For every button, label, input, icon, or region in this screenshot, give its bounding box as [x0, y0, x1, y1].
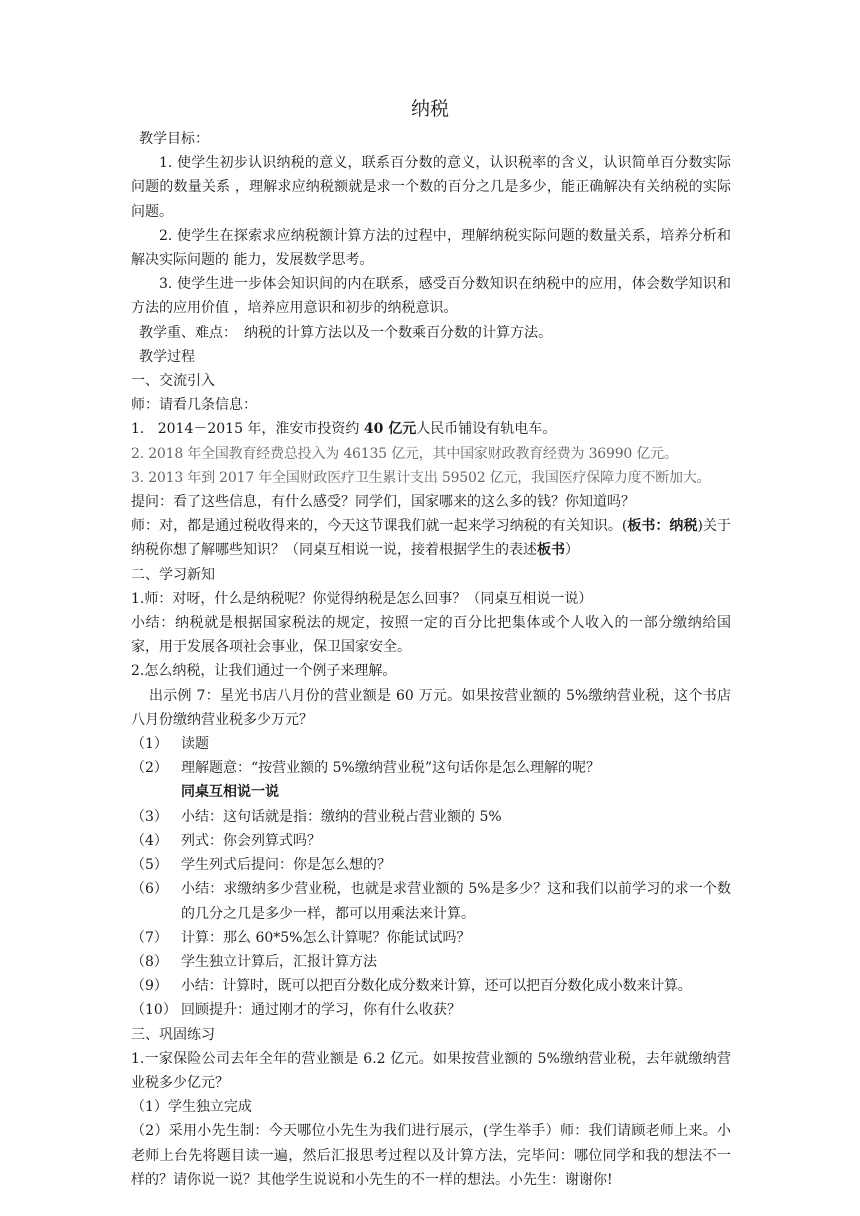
key-points: 教学重、难点： 纳税的计算方法以及一个数乘百分数的计算方法。	[139, 324, 552, 341]
objective-3: 3. 使学生进一步体会知识间的内在联系，感受百分数知识在纳税中的应用，体会数学知识和方法的应用价值 ，培养应用意识和初步的纳税意识。	[131, 276, 731, 317]
practice-1-a: （1）学生独立完成	[131, 1099, 252, 1116]
practice-1-b: （2）采用小先生制：今天哪位小先生为我们进行展示，(学生举手）师：我们请顾老师上来。小老师上台先将题目读一遍，然后汇报思考过程以及计算方法，完毕问：哪位同学和我的想法不一样的？请你说一说？其他学生说说和小先生的不一样的想法。小先生：谢谢你!	[131, 1123, 731, 1188]
objective-2: 2. 使学生在探索求应纳税额计算方法的过程中，理解纳税实际问题的数量关系，培养分析和解决实际问题的 能力，发展数学思考。	[131, 227, 731, 269]
question-line: 提问：看了这些信息，有什么感受？同学们，国家哪来的这么多的钱？你知道吗？	[131, 494, 635, 511]
document-title: 纳税	[410, 98, 449, 120]
teacher-tax-intro-pre: 师：对，都是通过税收得来的，今天这节课我们就一起来学习纳税的有关知识。(	[131, 518, 628, 535]
step-number: （2）	[131, 760, 168, 777]
step-item	[131, 829, 731, 853]
info-item-1-bold: 40 亿元	[363, 421, 417, 438]
step-number: （5）	[131, 857, 168, 874]
step-text: 小结：求缴纳多少营业税，也就是求营业额的 5%是多少？这和我们以前学习的求一个数的几分之几是多少一样，都可以用乘法来计算。	[181, 881, 731, 922]
blackboard-note-1: 板书：纳税	[627, 518, 698, 535]
objective-1: 1. 使学生初步认识纳税的意义，联系百分数的意义，认识税率的含义，认识简单百分数实际问题的数量关系 ，理解求应纳税额就是求一个数的百分之几是多少，能正确解决有关纳税的实际问题。	[131, 155, 731, 220]
step-text: 读题	[181, 736, 209, 753]
summary-1: 小结：纳税就是根据国家税法的规定，按照一定的百分比把集体或个人收入的一部分缴纳给国家，用于发展各项社会事业，保卫国家安全。	[131, 615, 731, 656]
teacher-info-line: 师：请看几条信息：	[131, 397, 257, 414]
step-item	[131, 853, 731, 877]
step-number: （8）	[131, 953, 168, 970]
step-2-subnote: 同桌互相说一说	[181, 784, 279, 801]
step-number: （9）	[131, 978, 168, 995]
teacher-tax-intro	[131, 514, 731, 562]
step-item	[131, 974, 731, 998]
step-text: 小结：计算时，既可以把百分数化成分数来计算，还可以把百分数化成小数来计算。	[181, 978, 692, 995]
step-number: （4）	[131, 832, 168, 849]
step-item	[131, 998, 731, 1022]
info-item-1-text-pre: 2014－2015 年，淮安市投资约	[157, 421, 364, 438]
step-item	[131, 756, 731, 780]
step-number: （3）	[131, 808, 168, 825]
section-heading-practice: 三、巩固练习	[131, 1026, 215, 1043]
example-7: 出示例 7：星光书店八月份的营业额是 60 万元。如果按营业额的 5%缴纳营业税，这个书店八月份缴纳营业税多少万元？	[131, 687, 731, 728]
step-number: （7）	[131, 929, 168, 946]
step-text: 理解题意：“按营业额的 5%缴纳营业税”这句话你是怎么理解的呢？	[181, 760, 600, 777]
step-item	[131, 732, 731, 756]
step-text: 小结：这句话就是指：缴纳的营业税占营业额的 5%	[181, 808, 502, 825]
blackboard-note-2: 板书	[537, 542, 565, 559]
process-heading: 教学过程	[139, 348, 195, 365]
info-item-1-text-post: 人民币铺设有轨电车。	[416, 421, 557, 438]
new-knowledge-1: 1.师：对呀，什么是纳税呢？你觉得纳税是怎么回事？（同桌互相说一说）	[131, 590, 593, 607]
info-item-3: 3. 2013 年到 2017 年全国财政医疗卫生累计支出 59502 亿元，我国医疗保障力度不断加大。	[131, 469, 711, 486]
document-body	[131, 127, 731, 1192]
step-number: （6）	[131, 881, 168, 898]
practice-1: 1.一家保险公司去年全年的营业额是 6.2 亿元。如果按营业额的 5%缴纳营业税，去年就缴纳营业税多少亿元？	[131, 1050, 731, 1091]
step-item	[131, 877, 731, 925]
step-text: 学生独立计算后，汇报计算方法	[181, 953, 377, 970]
steps-list	[131, 732, 731, 1022]
step-item	[131, 926, 731, 950]
teacher-tax-intro-post: ）	[565, 542, 579, 559]
step-text: 列式：你会列算式吗？	[181, 832, 321, 849]
section-heading-new: 二、学习新知	[131, 566, 215, 583]
step-number: （1）	[131, 736, 168, 753]
info-item-1-number: 1.	[131, 421, 145, 438]
objectives-heading: 教学目标：	[139, 131, 209, 147]
step-text: 学生列式后提问：你是怎么想的？	[181, 857, 391, 874]
new-knowledge-2: 2.怎么纳税，让我们通过一个例子来理解。	[131, 663, 397, 680]
step-text: 回顾提升：通过刚才的学习，你有什么收获？	[181, 1002, 461, 1019]
step-item	[131, 805, 731, 829]
teacher-tax-intro-mid: )关于纳税你想了解哪些知识？（同桌互相说一说，接着根据学生的表述	[131, 518, 731, 559]
step-number: （10）	[131, 1002, 177, 1019]
section-heading-intro: 一、交流引入	[131, 373, 215, 390]
info-item-2: 2. 2018 年全国教育经费总投入为 46135 亿元，其中国家财政教育经费为 36990 亿元。	[131, 445, 678, 462]
step-text: 计算：那么 60*5%怎么计算呢？你能试试吗？	[181, 929, 471, 946]
info-item-1	[131, 417, 731, 441]
step-item	[131, 950, 731, 974]
